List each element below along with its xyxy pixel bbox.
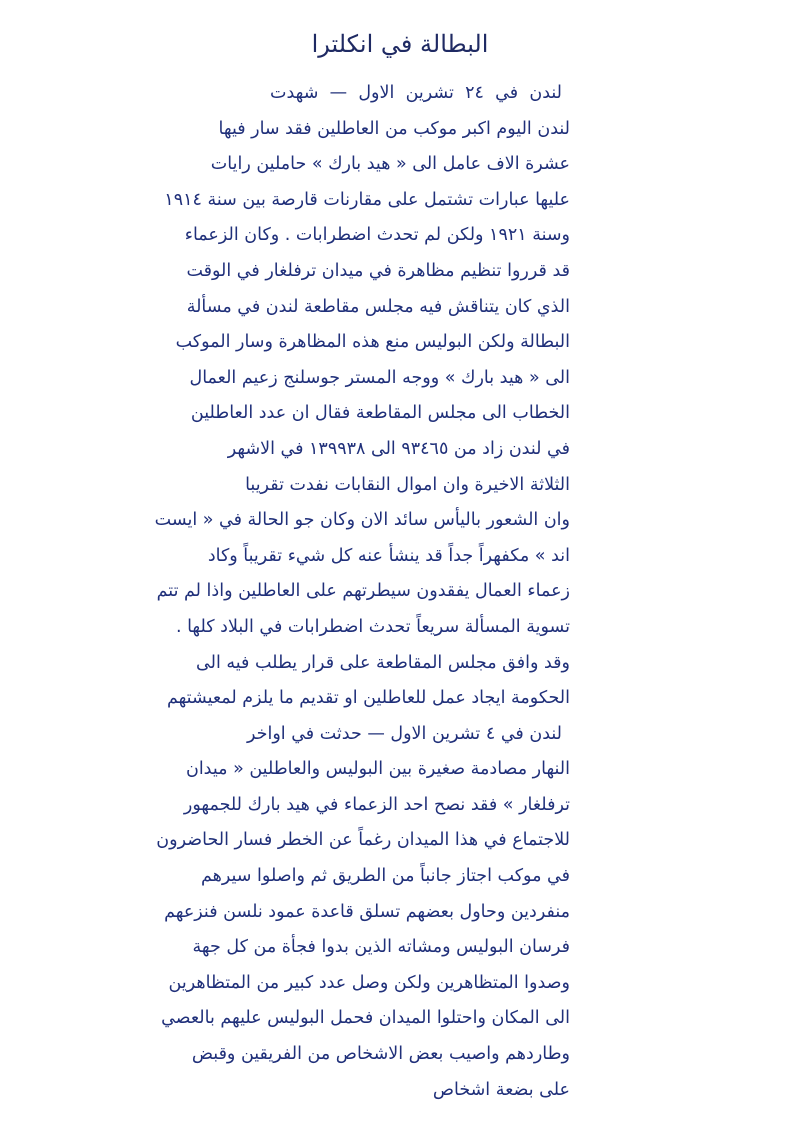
text-line: الحكومة ايجاد عمل للعاطلين او تقديم ما يلزم لمعيشتهم [166,688,570,709]
text-line: تسوية المسألة سريعاً تحدث اضطرابات في البلاد كلها . [175,616,570,637]
text-line: عليها عبارات تشتمل على مقارنات قارصة بين سنة ١٩١٤ [164,189,570,210]
text-line: عشرة الاف عامل الى « هيد بارك » حاملين رايات [210,154,570,175]
text-line: الخطاب الى مجلس المقاطعة فقال ان عدد العاطلين [190,403,570,424]
text-line: الى المكان واحتلوا الميدان فحمل البوليس عليهم بالعصي [161,1008,570,1029]
text-line: لندن في ٢٤ تشرين الاول — شهدت [270,83,563,103]
text-line: النهار مصادمة صغيرة بين البوليس والعاطلين « ميدان [185,759,570,780]
text-line: قد قرروا تنظيم مظاهرة في ميدان ترفلغار في الوقت [186,260,570,281]
text-line: في لندن زاد من ٩٣٤٦٥ الى ١٣٩٩٣٨ في الاشهر [227,438,570,459]
text-line: في موكب اجتاز جانباً من الطريق ثم واصلوا سيرهم [201,866,570,887]
text-line: وسنة ١٩٢١ ولكن لم تحدث اضطرابات . وكان الزعماء [184,225,570,246]
text-line: لندن اليوم اكبر موكب من العاطلين فقد سار فيها [218,118,570,139]
text-line: على بضعة اشخاص [432,1079,570,1100]
text-line: الثلاثة الاخيرة وان اموال النقابات نفدت تقريبا [245,474,570,495]
text-line: منفردين وحاول بعضهم تسلق قاعدة عمود نلسن فنزعهم [164,901,570,922]
text-line: وطاردهم واصيب بعض الاشخاص من الفريقين وقبض [191,1044,570,1065]
text-line: وقد وافق مجلس المقاطعة على قرار يطلب فيه الى [196,652,570,673]
text-line: ترفلغار » فقد نصح احد الزعماء في هيد بارك للجمهور [183,794,570,815]
text-line: الى « هيد بارك » ووجه المستر جوسلنج زعيم العمال [189,367,570,388]
text-line: وصدوا المتظاهرين ولكن وصل عدد كبير من المتظاهرين [168,972,570,993]
text-line: للاجتماع في هذا الميدان رغماً عن الخطر فسار الحاضرون [156,830,570,851]
text-line: وان الشعور باليأس سائد الان وكان جو الحالة في « ايست [154,510,570,531]
text-line: فرسان البوليس ومشاته الذين بدوا فجأة من كل جهة [192,937,570,958]
text-line: اند » مكفهراً جداً قد ينشأ عنه كل شيء تقريباً وكاد [207,545,570,566]
page-title: البطالة في انكلترا [311,30,489,58]
text-line: الذي كان يتناقش فيه مجلس مقاطعة لندن في مسألة [186,296,570,317]
article-body [154,76,570,1108]
text-line: لندن في ٤ تشرين الاول — حدثت في اواخر [246,723,562,744]
text-line: البطالة ولكن البوليس منع هذه المظاهرة وسار الموكب [175,332,570,353]
text-line: زعماء العمال يفقدون سيطرتهم على العاطلين واذا لم تتم [156,581,570,602]
